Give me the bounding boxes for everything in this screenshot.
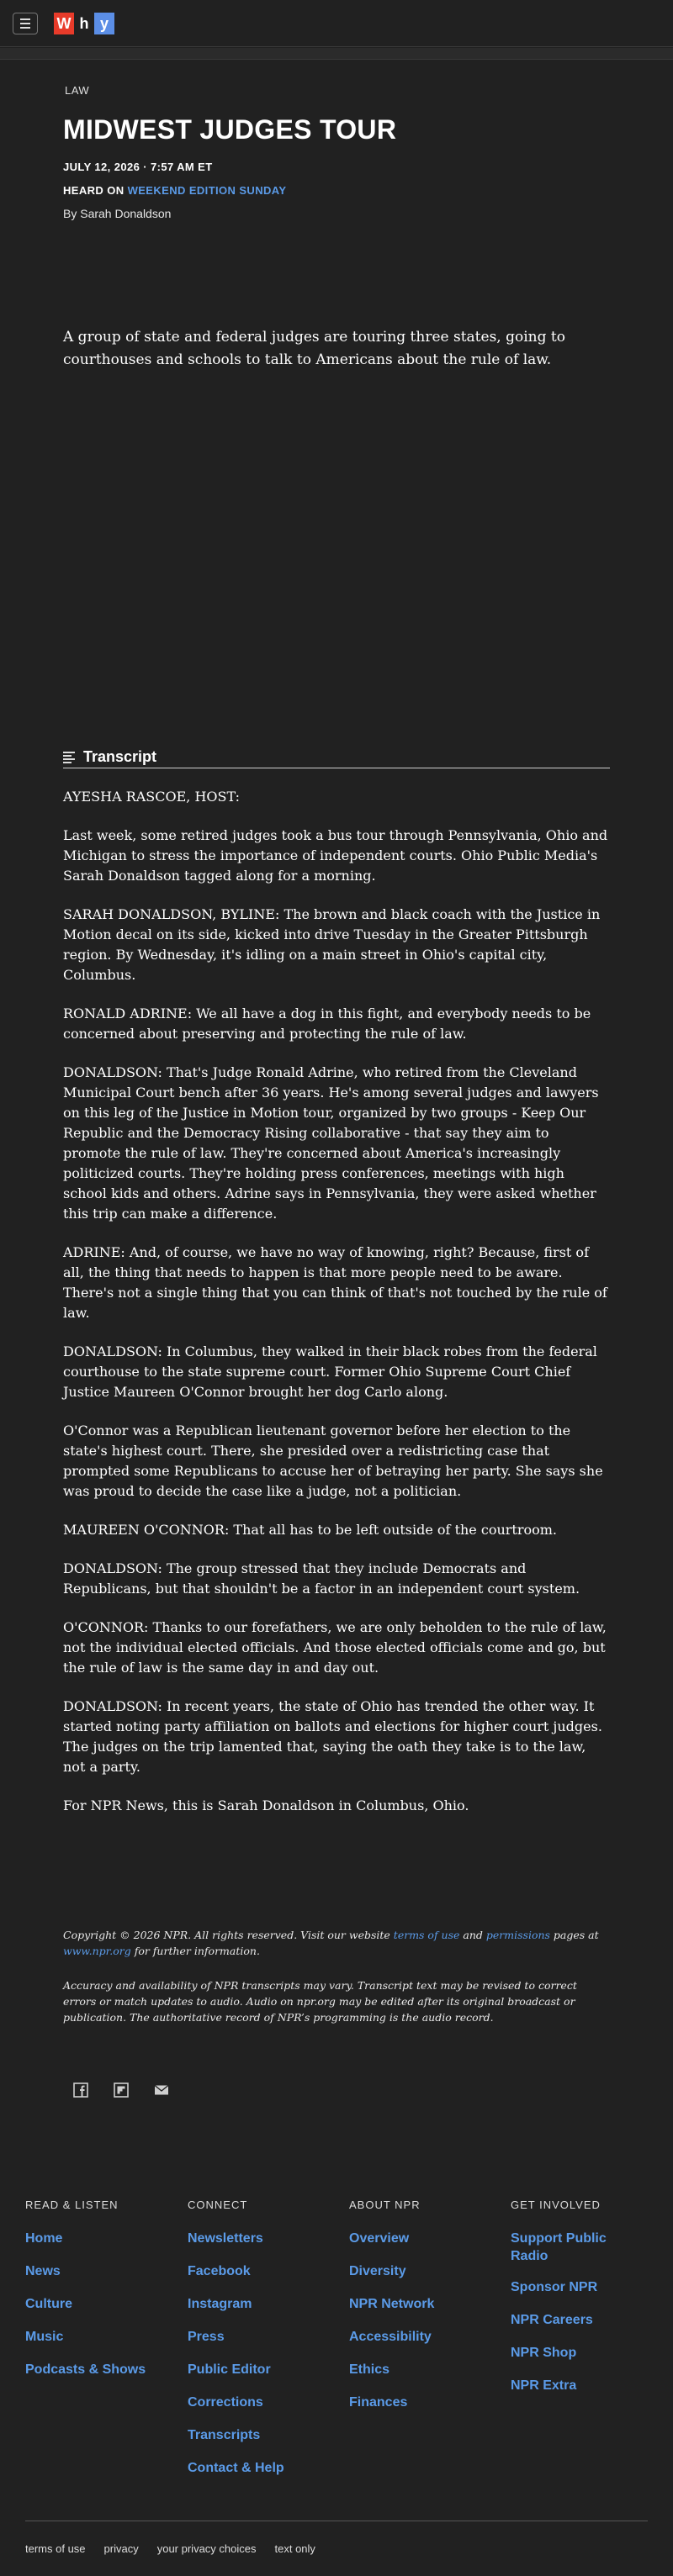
menu-icon-line [20, 23, 30, 24]
footer-link[interactable]: Newsletters [188, 2231, 263, 2246]
logo-letter-2: h [74, 13, 94, 34]
copyright-text: for further information. [130, 1945, 260, 1957]
copyright-text: and [459, 1929, 486, 1941]
transcript-paragraph: For NPR News, this is Sarah Donaldson in Columbus, Ohio. [63, 1797, 469, 1813]
transcript-paragraph: AYESHA RASCOE, HOST: [63, 789, 240, 805]
transcript-paragraph: O'Connor was a Republican lieutenant governor before her election to the state's highest court. There, she presided over a redistricting case that prompted some Republicans to accuse her of betraying her party. She says she was proud to decide the case like a judge, not a politician. [63, 1423, 603, 1499]
transcript-paragraph: DONALDSON: In Columbus, they walked in their black robes from the federal courthouse to the state supreme court. Former Ohio Supreme Court Chief Justice Maureen O'Connor brought her dog Carlo along. [63, 1343, 597, 1400]
site-footer [0, 2173, 673, 2576]
footer-link[interactable]: Corrections [188, 2395, 263, 2410]
header-strip [0, 48, 673, 60]
dateline: JULY 12, 2026 · 7:57 AM ET [63, 161, 213, 173]
footer-link[interactable]: Press [188, 2330, 225, 2344]
footer-column-title: CONNECT [188, 2199, 248, 2211]
transcript-heading [63, 747, 610, 768]
terms-link[interactable]: terms of use [393, 1929, 460, 1941]
legal-link-text-only[interactable]: text only [274, 2542, 315, 2555]
accuracy-notice: Accuracy and availability of NPR transcripts may vary. Transcript text may be revised to correct errors or match updates to audio. Audio on npr.org may be edited after its original broadcast or publication. The authoritative record of NPR’s programming is the audio record. [63, 1979, 577, 2024]
footer-column-get-involved [511, 2199, 637, 2410]
heard-on [63, 184, 610, 197]
footer-link[interactable]: Support Public Radio [511, 2231, 607, 2263]
footer-link[interactable]: Sponsor NPR [511, 2280, 598, 2294]
footer-link[interactable]: News [25, 2264, 61, 2278]
footer-link[interactable]: Music [25, 2330, 64, 2344]
menu-button[interactable] [13, 13, 38, 34]
footer-link[interactable]: Diversity [349, 2264, 406, 2278]
transcript-icon [63, 752, 75, 763]
footer-column-about [349, 2199, 501, 2426]
footer-link[interactable]: Ethics [349, 2362, 390, 2377]
copyright-notice [63, 1927, 610, 1959]
footer-link[interactable]: NPR Network [349, 2297, 435, 2311]
logo-letter-1: W [54, 13, 74, 34]
permissions-link[interactable]: permissions [485, 1929, 550, 1941]
footer-link[interactable]: Overview [349, 2231, 410, 2246]
story-teaser: A group of state and federal judges are touring three states, going to courthouses and schools to talk to Americans about the rule of law. [63, 329, 565, 368]
footer-column-title: READ & LISTEN [25, 2199, 119, 2211]
footer-column-read-listen [25, 2199, 177, 2394]
menu-icon-line [20, 27, 30, 29]
menu-icon-line [20, 18, 30, 20]
byline[interactable]: By Sarah Donaldson [63, 207, 172, 220]
transcript-paragraph: MAUREEN O'CONNOR: That all has to be left outside of the courtroom. [63, 1522, 557, 1538]
transcript-paragraph: RONALD ADRINE: We all have a dog in this fight, and everybody needs to be concerned about preserving and protecting the rule of law. [63, 1006, 591, 1042]
footer-link[interactable]: Contact & Help [188, 2461, 284, 2475]
footer-link[interactable]: Public Editor [188, 2362, 271, 2377]
copyright-text: pages at [549, 1929, 599, 1941]
transcript-label: Transcript [83, 748, 157, 765]
transcript-paragraph: DONALDSON: In recent years, the state of Ohio has trended the other way. It started noting party affiliation on ballots and elections for higher court judges. The judges on the trip lamented that, saying the oath they take is to the law, not a party. [63, 1698, 602, 1775]
footer-link[interactable]: NPR Careers [511, 2313, 593, 2327]
footer-link[interactable]: Podcasts & Shows [25, 2362, 146, 2377]
footer-link[interactable]: Finances [349, 2395, 408, 2410]
email-icon[interactable] [153, 2082, 170, 2098]
footer-link[interactable]: NPR Shop [511, 2346, 577, 2360]
transcript-paragraph: DONALDSON: The group stressed that they include Democrats and Republicans, but that shouldn't be a factor in an independent court system. [63, 1560, 580, 1597]
footer-column-title: GET INVOLVED [511, 2199, 601, 2211]
transcript-paragraph: Last week, some retired judges took a bus tour through Pennsylvania, Ohio and Michigan to stress the importance of independent courts. Ohio Public Media's Sarah Donaldson tagged along for a morning. [63, 827, 608, 884]
legal-links [25, 2542, 315, 2555]
heard-on-prefix: HEARD ON [63, 184, 125, 197]
footer-column-title: ABOUT NPR [349, 2199, 421, 2211]
footer-link[interactable]: Instagram [188, 2297, 252, 2311]
footer-link[interactable]: Home [25, 2231, 63, 2246]
flipboard-icon[interactable] [113, 2082, 130, 2098]
site-link[interactable]: www.npr.org [63, 1945, 131, 1957]
share-tools [72, 2082, 170, 2098]
legal-link-privacy-choices[interactable]: your privacy choices [156, 2542, 257, 2555]
transcript-paragraph: ADRINE: And, of course, we have no way of knowing, right? Because, first of all, the thing that needs to happen is that more people need to be aware. There's not a single thing that you can think of that's not touched by the rule of law. [63, 1244, 607, 1321]
top-navigation-bar [0, 0, 673, 47]
facebook-icon[interactable] [72, 2082, 89, 2098]
footer-column-connect [188, 2199, 339, 2492]
transcript-paragraph: O'CONNOR: Thanks to our forefathers, we are only beholden to the rule of law, not the individual elected officials. And those elected officials come and go, but the rule of law is the same day in and day out. [63, 1619, 607, 1676]
footer-link[interactable]: Facebook [188, 2264, 251, 2278]
logo-letter-3: y [94, 13, 114, 34]
transcript-paragraph: SARAH DONALDSON, BYLINE: The brown and black coach with the Justice in Motion decal on its side, kicked into drive Tuesday in the Greater Pittsburgh region. By Wednesday, it's idling on a main street in Ohio's capital city, Columbus. [63, 906, 601, 983]
story-header [63, 84, 610, 220]
footer-link[interactable]: Transcripts [188, 2428, 261, 2442]
section-label[interactable]: LAW [65, 84, 90, 97]
transcript-paragraph: DONALDSON: That's Judge Ronald Adrine, who retired from the Cleveland Municipal Court bench after 36 years. He's among several judges and lawyers on this leg of the Justice in Motion tour, organized by two groups - Keep Our Republic and the Democracy Rising collaborative - that say they aim to promote the rule of law. They're concerned about America's increasingly politicized courts. They're holding press conferences, meetings with high school kids and others. Adrine says in Pennsylvania, they were asked whether this trip can make a difference. [63, 1064, 599, 1222]
npr-logo[interactable] [54, 13, 114, 34]
footer-link[interactable]: Accessibility [349, 2330, 432, 2344]
footer-link[interactable]: NPR Extra [511, 2378, 577, 2393]
legal-link-terms[interactable]: terms of use [25, 2542, 86, 2555]
transcript-body [63, 787, 610, 1834]
show-link[interactable]: WEEKEND EDITION SUNDAY [127, 184, 287, 197]
footer-link[interactable]: Culture [25, 2297, 72, 2311]
copyright-text: Copyright © 2026 NPR. All rights reserved. Visit our website [63, 1929, 394, 1941]
page-title: MIDWEST JUDGES TOUR [63, 114, 397, 145]
legal-link-privacy[interactable]: privacy [103, 2542, 139, 2555]
